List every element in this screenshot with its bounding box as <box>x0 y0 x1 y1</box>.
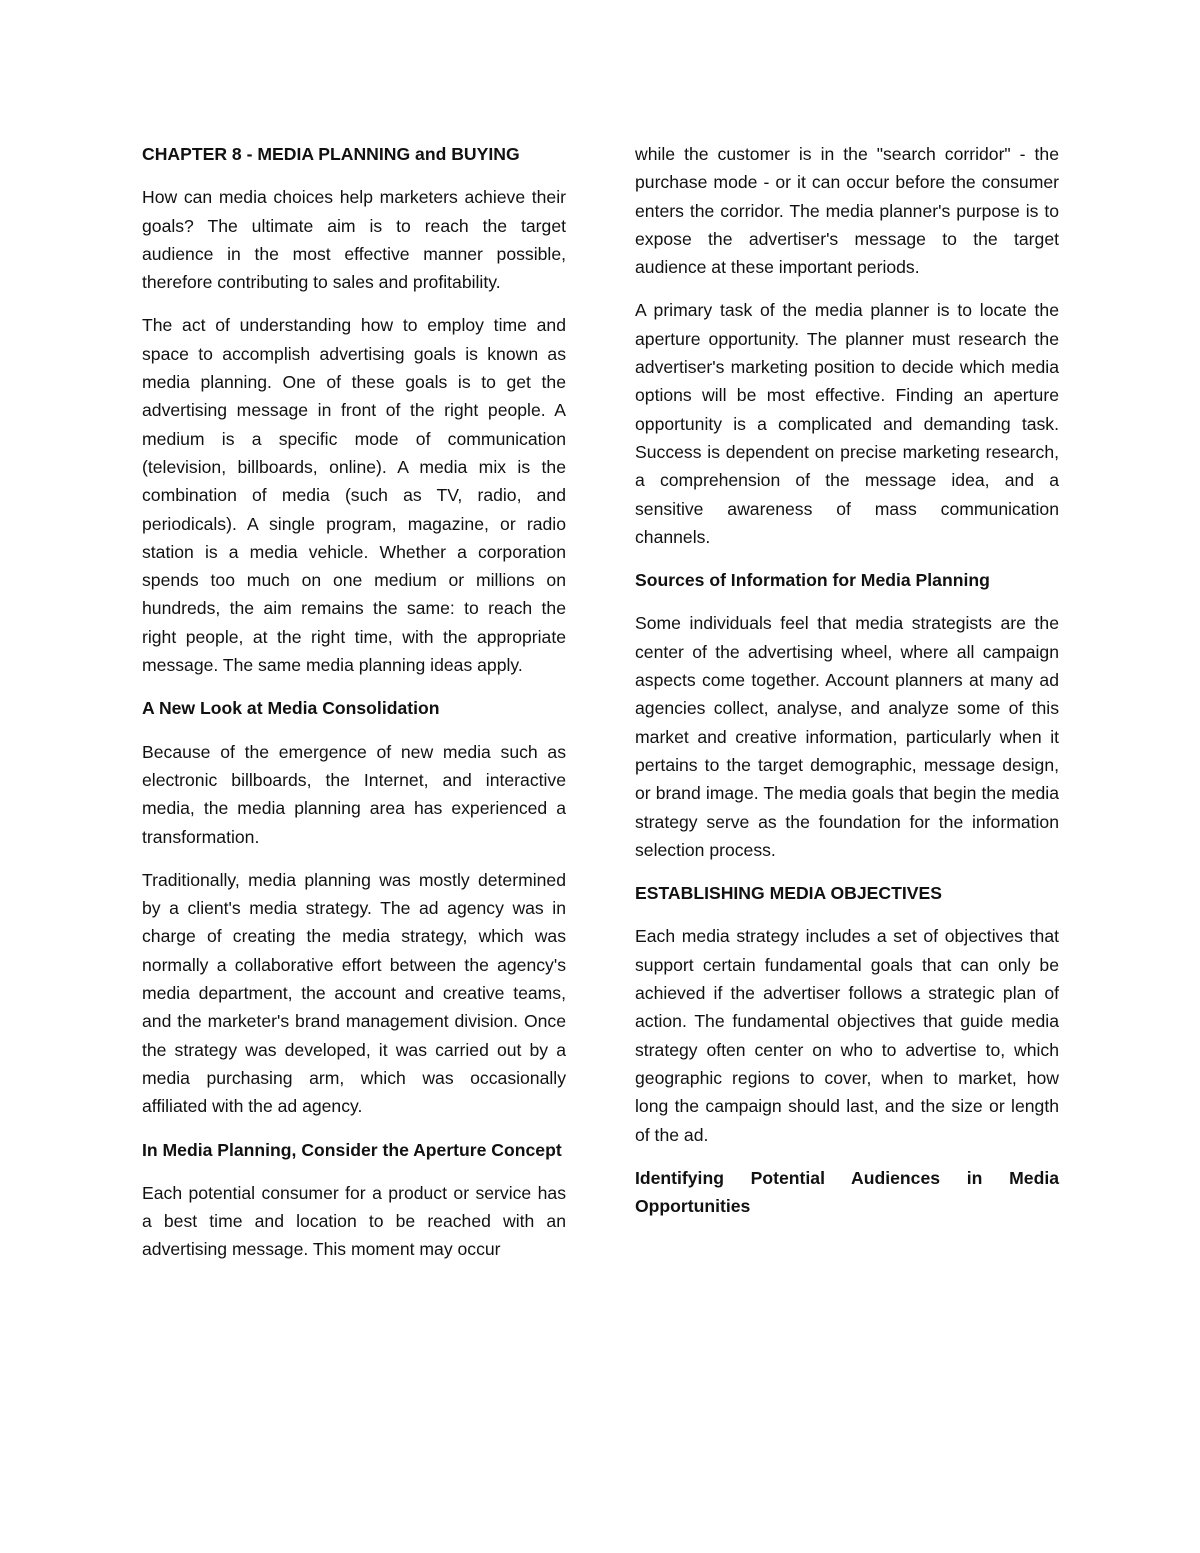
right-column <box>635 140 1059 1235</box>
aperture-task-paragraph: A primary task of the media planner is to locate the aperture opportunity. The planner must research the advertiser's marketing position to decide which media options will be most effective. Finding an aperture opportunity is a complicated and demanding task. Success is dependent on precise marketing research, a comprehension of the message idea, and a sensitive awareness of mass communication channels. <box>635 300 1059 547</box>
consolidation-paragraph-1: Because of the emergence of new media such as electronic billboards, the Internet, and interactive media, the media planning area has experienced a transformation. <box>142 741 566 847</box>
sources-paragraph: Some individuals feel that media strategists are the center of the advertising wheel, where all campaign aspects come together. Account planners at many ad agencies collect, analyse, and analyze some of this market and creative information, particularly when it pertains to the target demographic, message design, or brand image. The media goals that begin the media strategy serve as the foundation for the information selection process. <box>635 613 1059 860</box>
consolidation-paragraph-2: Traditionally, media planning was mostly determined by a client's media strategy. The ad agency was in charge of creating the media strategy, which was normally a collaborative effort between the agency's media department, the account and creative teams, and the marketer's brand management division. Once the strategy was developed, it was carried out by a media purchasing arm, which was occasionally affiliated with the ad agency. <box>142 869 566 1117</box>
media-planning-paragraph: The act of understanding how to employ time and space to accomplish advertising goals is known as media planning. One of these goals is to get the advertising message in front of the right people. A medium is a specific mode of communication (television, billboards, online). A media mix is the combination of media (such as TV, radio, and periodicals). A single program, magazine, or radio station is a media vehicle. Whether a corporation spends too much on one medium or millions on hundreds, the aim remains the same: to reach the right people, at the right time, with the appropriate message. The same media planning ideas apply. <box>142 315 566 676</box>
aperture-paragraph-end: while the customer is in the "search corridor" - the purchase mode - or it can occur before the consumer enters the corridor. The media planner's purpose is to expose the advertiser's message to the target audience at these important periods. <box>635 144 1059 278</box>
sources-heading: Sources of Information for Media Planning <box>635 570 990 591</box>
aperture-paragraph-start: Each potential consumer for a product or service has a best time and location to be reached with an advertising message. This moment may occur <box>142 1182 566 1260</box>
objectives-paragraph: Each media strategy includes a set of objectives that support certain fundamental goals that can only be achieved if the advertiser follows a strategic plan of action. The fundamental objectives that guide media strategy often center on who to advertise to, which geographic regions to cover, when to market, how long the campaign should last, and the size or length of the ad. <box>635 926 1059 1145</box>
objectives-heading: ESTABLISHING MEDIA OBJECTIVES <box>635 883 942 904</box>
left-column <box>142 140 566 1279</box>
consolidation-heading: A New Look at Media Consolidation <box>142 698 440 719</box>
intro-paragraph: How can media choices help marketers achieve their goals? The ultimate aim is to reach the target audience in the most effective manner possible, therefore contributing to sales and profitability. <box>142 187 566 293</box>
audiences-heading: Identifying Potential Audiences in Media Opportunities <box>635 1167 1059 1217</box>
chapter-title: CHAPTER 8 - MEDIA PLANNING and BUYING <box>142 144 520 164</box>
aperture-heading: In Media Planning, Consider the Aperture Concept <box>142 1139 562 1160</box>
